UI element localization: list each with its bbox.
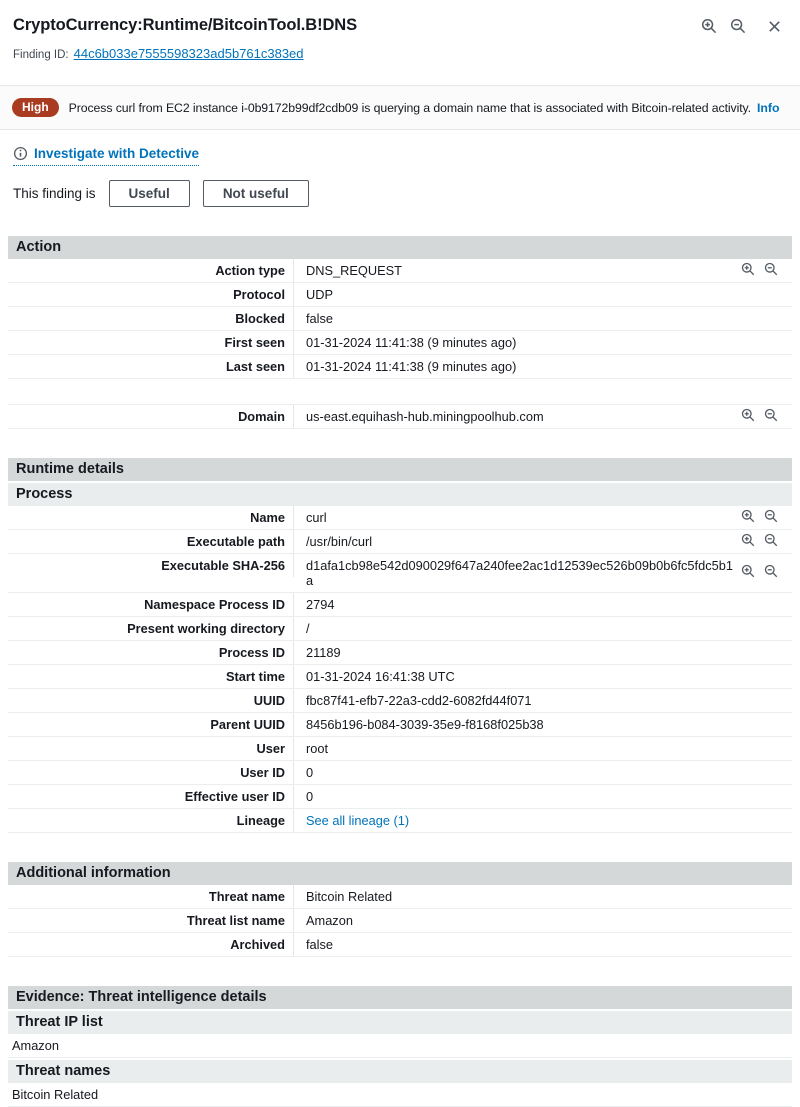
row-value: false bbox=[306, 311, 334, 326]
row-value: 01-31-2024 11:41:38 (9 minutes ago) bbox=[306, 335, 517, 350]
row-zoom-controls bbox=[741, 259, 792, 276]
zoom-out-icon[interactable] bbox=[764, 533, 778, 547]
page-title: CryptoCurrency:Runtime/BitcoinTool.B!DNS bbox=[13, 16, 358, 34]
finding-id-link[interactable]: 44c6b033e7555598323ad5b761c383ed bbox=[73, 46, 304, 61]
table-row bbox=[8, 355, 792, 379]
table-row bbox=[8, 404, 792, 429]
zoom-out-icon[interactable] bbox=[764, 262, 778, 276]
see-all-lineage-link[interactable]: See all lineage (1) bbox=[306, 813, 410, 828]
row-value: root bbox=[306, 741, 329, 756]
finding-summary-strip bbox=[0, 85, 800, 130]
table-row bbox=[8, 933, 792, 957]
feedback-prompt: This finding is bbox=[13, 186, 96, 201]
row-label: Effective user ID bbox=[8, 785, 294, 808]
table-row bbox=[8, 785, 792, 809]
info-link[interactable]: Info bbox=[756, 100, 780, 115]
row-value: Amazon bbox=[306, 913, 353, 928]
row-label: Lineage bbox=[8, 809, 294, 832]
close-icon[interactable] bbox=[767, 19, 782, 34]
not-useful-button[interactable]: Not useful bbox=[203, 180, 309, 207]
row-label: User bbox=[8, 737, 294, 760]
process-subheader: Process bbox=[8, 483, 792, 506]
row-value: 0 bbox=[306, 765, 314, 780]
investigate-row bbox=[13, 146, 800, 166]
row-zoom-controls bbox=[741, 506, 792, 523]
row-value: 21189 bbox=[306, 645, 341, 660]
threat-ip-list-subheader: Threat IP list bbox=[8, 1011, 792, 1034]
row-label: Domain bbox=[8, 405, 294, 428]
row-label: Executable SHA-256 bbox=[8, 554, 294, 577]
severity-badge: High bbox=[12, 98, 59, 117]
zoom-out-icon[interactable] bbox=[764, 408, 778, 422]
zoom-in-icon[interactable] bbox=[741, 262, 755, 276]
finding-id-row bbox=[13, 46, 782, 61]
info-circle-icon bbox=[13, 146, 28, 161]
feedback-row bbox=[13, 180, 800, 207]
row-value: 01-31-2024 11:41:38 (9 minutes ago) bbox=[306, 359, 517, 374]
threat-names-subheader: Threat names bbox=[8, 1060, 792, 1083]
table-row bbox=[8, 761, 792, 785]
zoom-out-icon[interactable] bbox=[764, 509, 778, 523]
table-row bbox=[8, 530, 792, 554]
row-label: Action type bbox=[8, 259, 294, 282]
row-zoom-controls bbox=[741, 530, 792, 547]
domain-block bbox=[8, 404, 792, 429]
runtime-details-section bbox=[8, 458, 792, 833]
row-value: /usr/bin/curl bbox=[306, 534, 373, 549]
action-section bbox=[8, 236, 792, 429]
table-row bbox=[8, 331, 792, 355]
action-section-header: Action bbox=[8, 236, 792, 259]
additional-information-header: Additional information bbox=[8, 862, 792, 885]
finding-panel-header bbox=[0, 0, 800, 61]
row-label: Executable path bbox=[8, 530, 294, 553]
row-label: Present working directory bbox=[8, 617, 294, 640]
row-value: DNS_REQUEST bbox=[306, 263, 402, 278]
row-label: Parent UUID bbox=[8, 713, 294, 736]
row-value: us-east.equihash-hub.miningpoolhub.com bbox=[306, 409, 544, 424]
row-value: 0 bbox=[306, 789, 314, 804]
zoom-in-icon[interactable] bbox=[741, 408, 755, 422]
zoom-out-icon[interactable] bbox=[764, 564, 778, 578]
row-value: 8456b196-b084-3039-35e9-f8168f025b38 bbox=[306, 717, 544, 732]
row-label: Namespace Process ID bbox=[8, 593, 294, 616]
table-row bbox=[8, 506, 792, 530]
investigate-with-detective-link[interactable] bbox=[13, 146, 199, 166]
table-row bbox=[8, 283, 792, 307]
table-row bbox=[8, 713, 792, 737]
row-label: User ID bbox=[8, 761, 294, 784]
additional-information-section bbox=[8, 862, 792, 957]
header-controls bbox=[701, 18, 782, 34]
threat-names-value: Bitcoin Related bbox=[8, 1083, 792, 1107]
row-label: Start time bbox=[8, 665, 294, 688]
zoom-in-icon[interactable] bbox=[741, 564, 755, 578]
row-zoom-controls bbox=[741, 405, 792, 422]
finding-description: Process curl from EC2 instance i-0b9172b99df2cdb09 is querying a domain name that is associated with Bitcoin-related activity. bbox=[68, 100, 751, 115]
row-label: UUID bbox=[8, 689, 294, 712]
zoom-in-icon[interactable] bbox=[741, 533, 755, 547]
row-value: UDP bbox=[306, 287, 334, 302]
table-row bbox=[8, 885, 792, 909]
row-value: 2794 bbox=[306, 597, 335, 612]
row-label: Blocked bbox=[8, 307, 294, 330]
zoom-in-icon[interactable] bbox=[701, 18, 717, 34]
table-row bbox=[8, 554, 792, 593]
zoom-out-icon[interactable] bbox=[730, 18, 746, 34]
row-label: Last seen bbox=[8, 355, 294, 378]
table-row bbox=[8, 259, 792, 283]
row-value: 01-31-2024 16:41:38 UTC bbox=[306, 669, 455, 684]
row-value: false bbox=[306, 937, 334, 952]
table-row bbox=[8, 593, 792, 617]
table-row bbox=[8, 689, 792, 713]
threat-ip-list-value: Amazon bbox=[8, 1034, 792, 1058]
table-row bbox=[8, 307, 792, 331]
row-label: Threat name bbox=[8, 885, 294, 908]
finding-id-label: Finding ID: bbox=[13, 49, 69, 61]
investigate-link-label: Investigate with Detective bbox=[34, 146, 200, 161]
row-label: First seen bbox=[8, 331, 294, 354]
runtime-details-header: Runtime details bbox=[8, 458, 792, 481]
row-value: d1afa1cb98e542d090029f647a240fee2ac1d12539ec526b09b0b6fc5fdc5b1a bbox=[306, 558, 733, 588]
row-zoom-controls bbox=[741, 554, 792, 578]
row-label: Threat list name bbox=[8, 909, 294, 932]
row-value: / bbox=[306, 621, 310, 636]
row-value: fbc87f41-efb7-22a3-cdd2-6082fd44f071 bbox=[306, 693, 532, 708]
row-label: Name bbox=[8, 506, 294, 529]
row-value: curl bbox=[306, 510, 327, 525]
evidence-section-header: Evidence: Threat intelligence details bbox=[8, 986, 792, 1009]
row-value: Bitcoin Related bbox=[306, 889, 393, 904]
row-label: Process ID bbox=[8, 641, 294, 664]
table-row bbox=[8, 665, 792, 689]
table-row bbox=[8, 617, 792, 641]
useful-button[interactable]: Useful bbox=[109, 180, 190, 207]
row-label: Archived bbox=[8, 933, 294, 956]
table-row bbox=[8, 809, 792, 833]
table-row bbox=[8, 641, 792, 665]
row-label: Protocol bbox=[8, 283, 294, 306]
evidence-section bbox=[8, 986, 792, 1107]
table-row bbox=[8, 737, 792, 761]
table-row bbox=[8, 909, 792, 933]
zoom-in-icon[interactable] bbox=[741, 509, 755, 523]
